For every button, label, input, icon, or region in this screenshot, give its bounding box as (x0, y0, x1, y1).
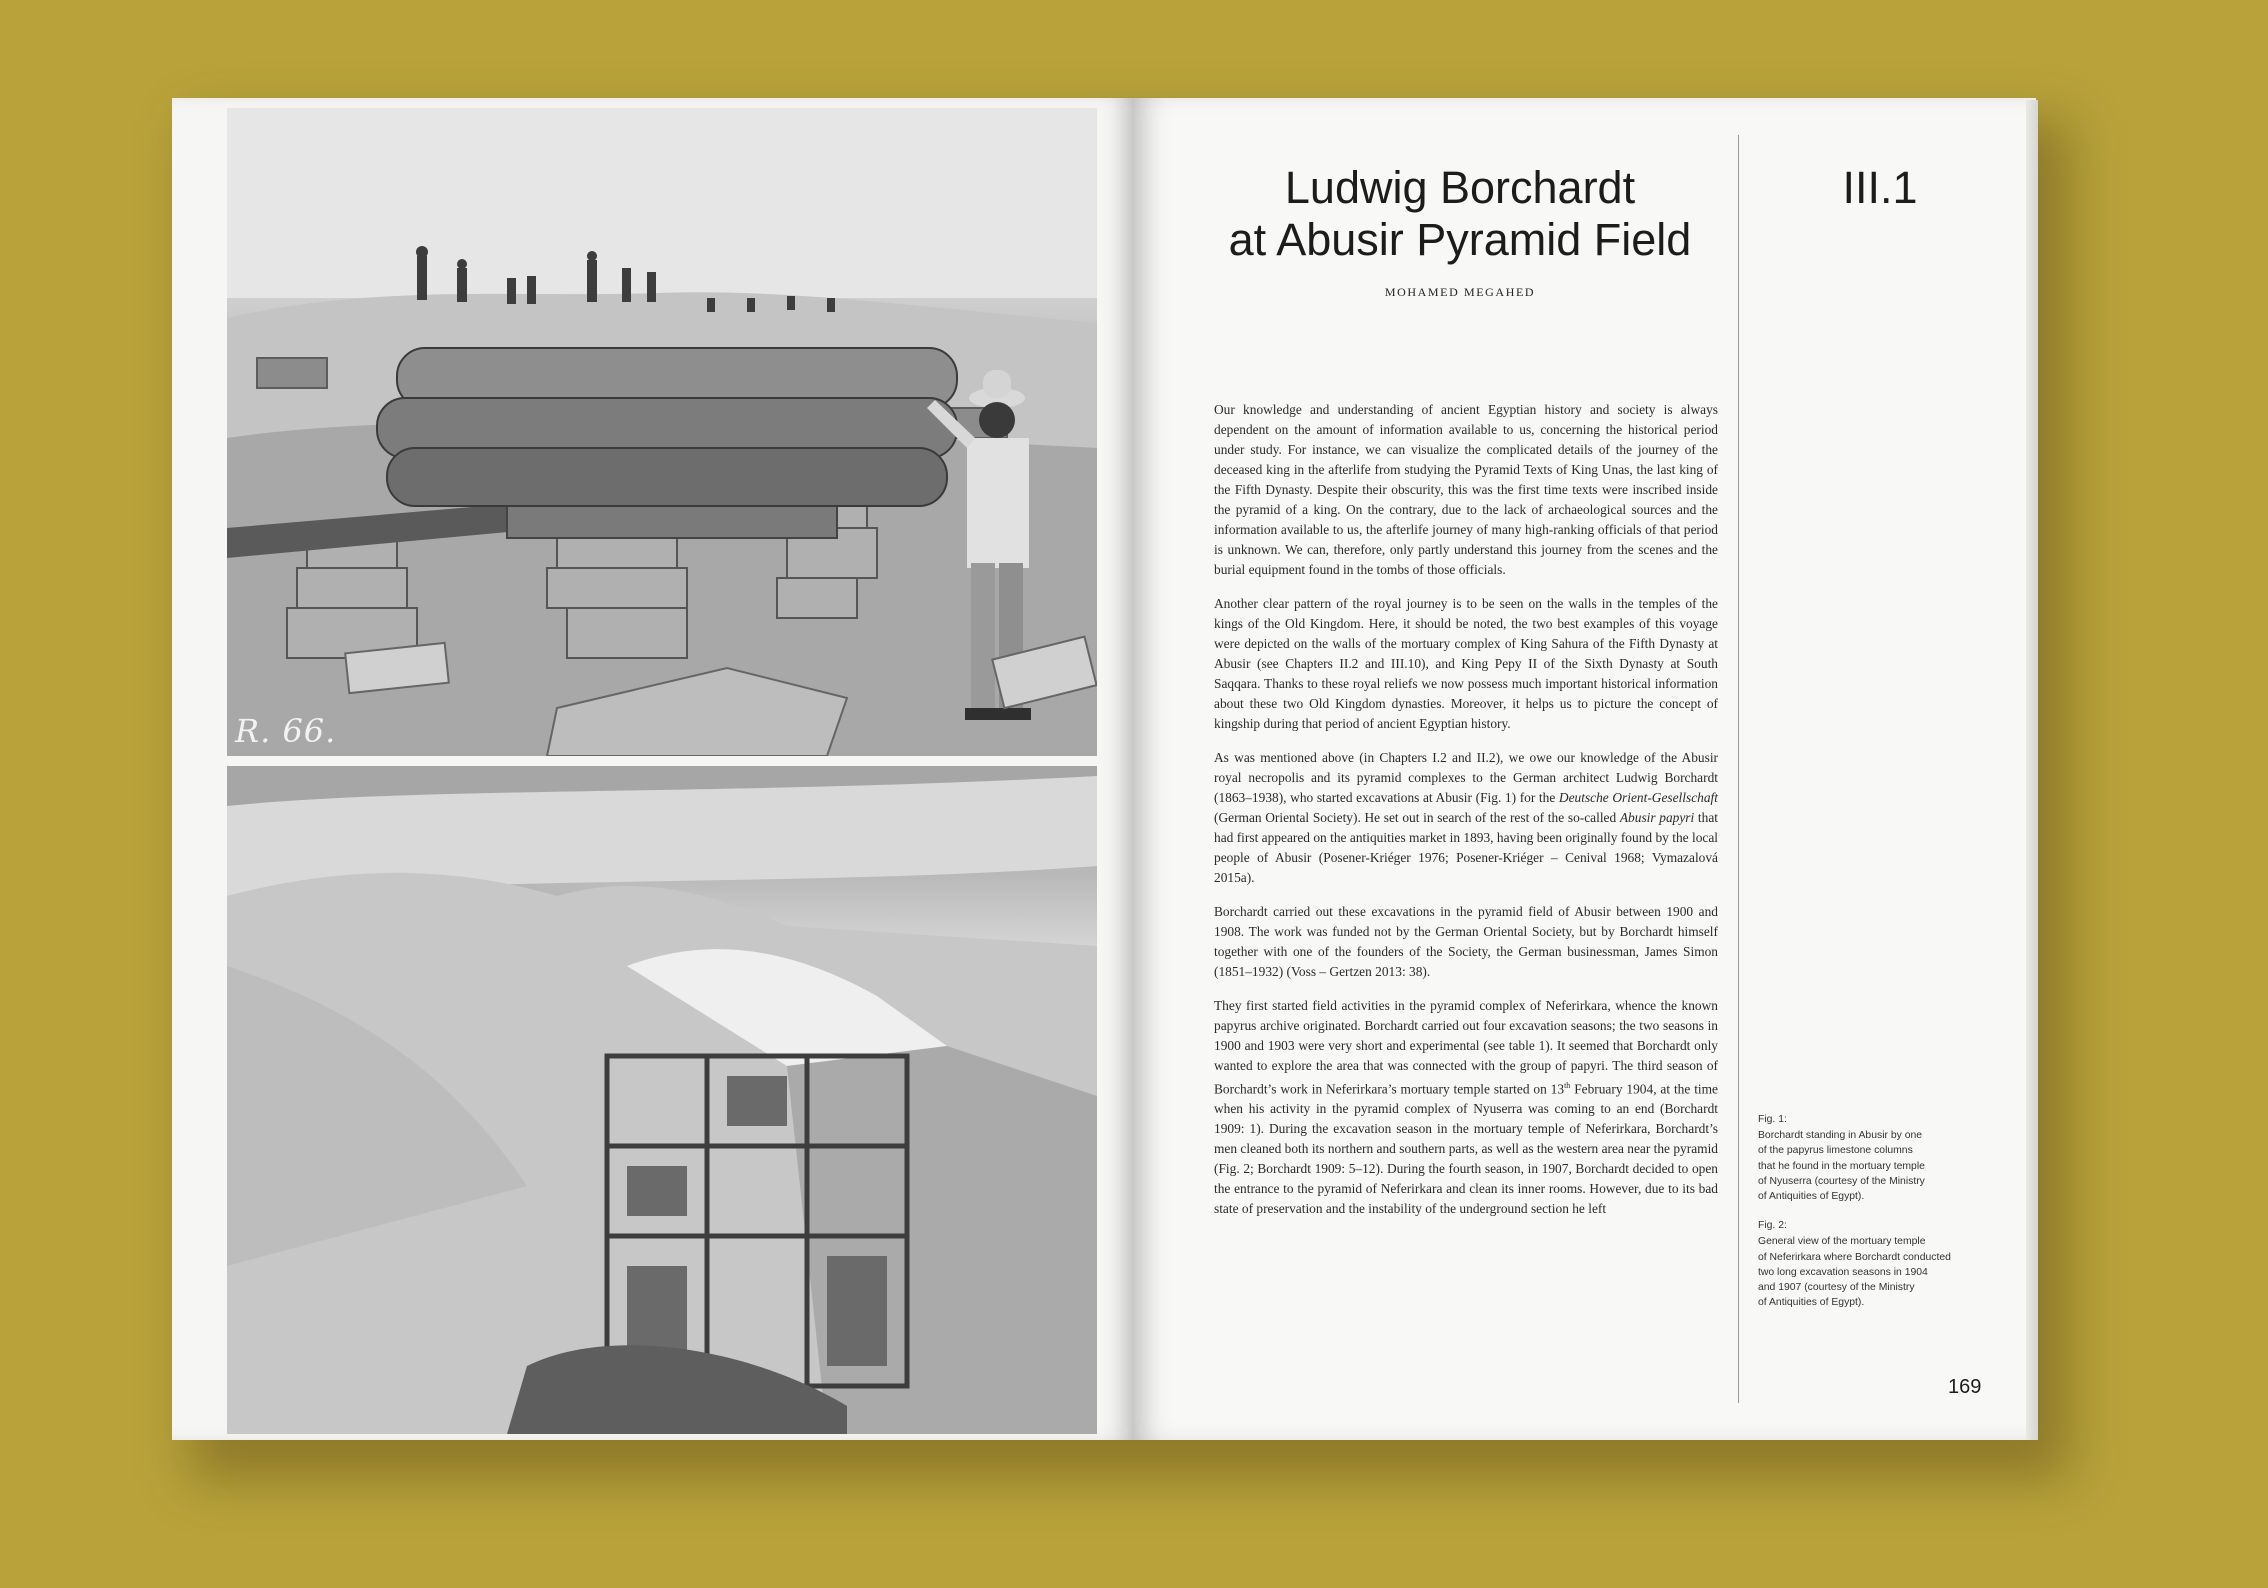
photo-divider (227, 756, 1097, 766)
paragraph-3-italic-papyri: Abusir papyri (1619, 810, 1695, 825)
paragraph-5-text-2: February 1904, at the time when his activity in the pyramid complex of Nyuserra was coming to an end (Borchardt 1909: 1). During the excavation season in the mortuary temple of Neferirkara, Borchardt’s men cleaned both its northern and southern parts, as well as the western area near the pyramid (Fig. 2; Borchardt 1909: 5–12). During the fourth season, in 1907, Borchardt decided to open the entrance to the pyramid of Neferirkara and clean its inner rooms. However, due to its bad state of preservation and the instability of the underground section he left (1214, 1081, 1718, 1217)
paragraph-5 (1214, 996, 1718, 1219)
figure-captions (1758, 1112, 1978, 1324)
title-line-1: Ludwig Borchardt (1284, 162, 1636, 213)
photo-borchardt-columns (227, 108, 1097, 756)
page-edge (2026, 100, 2038, 1440)
photo-neferirkara-temple (227, 766, 1097, 1434)
chapter-number: III.1 (1842, 162, 1918, 213)
body-text (1214, 400, 1718, 1233)
paragraph-2: Another clear pattern of the royal journey is to be seen on the walls in the temples of the kings of the Old Kingdom. Here, it should be noted, the two best examples of this voyage were depicted on the walls of the mortuary complex of King Sahura of the Fifth Dynasty at Abusir (see Chapters II.2 and III.10), and King Pepy II of the Sixth Dynasty at South Saqqara. Thanks to these royal reliefs we now possess much important historical information about these two Old Kingdom dynasties. Moreover, it helps us to picture the concept of kingship during that period of ancient Egyptian history. (1214, 596, 1718, 731)
caption-fig-2 (1758, 1218, 1978, 1310)
paragraph-5-text: They first started field activities in the pyramid complex of Neferirkara, whence the known papyrus archive originated. Borchardt carried out four excavation seasons; the two seasons in 1900 and 1903 were very short and experimental (see table 1). It seemed that Borchardt only wanted to explore the area that was connected with the group of papyri. The third season of Borchardt’s work in Neferirkara’s mortuary temple started on 13 (1214, 998, 1718, 1097)
caption-fig-1 (1758, 1112, 1978, 1204)
title-line-2: at Abusir Pyramid Field (1228, 214, 1692, 265)
paragraph-5-superscript: th (1564, 1081, 1571, 1090)
author-name: MOHAMED MEGAHED (1384, 285, 1536, 299)
caption-fig-1-label: Fig. 1: (1758, 1114, 1787, 1125)
paragraph-1: Our knowledge and understanding of ancient Egyptian history and society is always dependent on the amount of information available to us, concerning the historical period under study. For instance, we can visualize the complicated details of the journey of the deceased king in the afterlife from studying the Pyramid Texts of King Unas, the last king of the Fifth Dynasty. Despite their obscurity, this was the first time texts were inscribed inside the pyramid of a king. On the contrary, due to the lack of archaeological sources and the information available to us, the afterlife journey of many high-ranking officials of that period is unknown. We can, therefore, only partly understand this journey from the scenes and the burial equipment found in the tombs of those officials. (1214, 402, 1718, 577)
paragraph-3-text-2: (German Oriental Society). He set out in search of the rest of the so-called (1214, 810, 1620, 825)
paragraph-3 (1214, 748, 1718, 888)
caption-fig-2-label: Fig. 2: (1758, 1220, 1787, 1232)
photo-neferirkara-drawing (227, 766, 1097, 1434)
paragraph-3-text-3: that had first appeared on the antiquities market in 1893, having been originally found by the local people of Abusir (Posener-Kriéger 1976; Posener-Kriéger – Cenival 1968; Vymazalová 2015a). (1214, 810, 1718, 885)
photo-borchardt-columns-drawing (227, 108, 1097, 756)
caption-fig-1-text: Borchardt standing in Abusir by one of the papyrus limestone columns that he found in the mortuary temple of Nyuserra (courtesy of the Ministry of Antiquities of Egypt). (1758, 1130, 1925, 1203)
column-divider (1738, 135, 1739, 1403)
page-number: 169 (1948, 1376, 1982, 1398)
paragraph-3-italic-society: Deutsche Orient-Gesellschaft (1558, 790, 1718, 805)
article-title (1180, 162, 1740, 266)
paragraph-3-text: As was mentioned above (in Chapters I.2 and II.2), we owe our knowledge of the Abusir royal necropolis and its pyramid complexes to the German architect Ludwig Borchardt (1863–1938), who started excavations at Abusir (Fig. 1) for the (1214, 750, 1718, 805)
caption-fig-2-text: General view of the mortuary temple of Neferirkara where Borchardt conducted two long excavation seasons in 1904 and 1907 (courtesy of the Ministry of Antiquities of Egypt). (1758, 1236, 1951, 1309)
photo-plate-label: R. 66. (235, 712, 337, 750)
paragraph-4: Borchardt carried out these excavations in the pyramid field of Abusir between 1900 and 1908. The work was funded not by the German Oriental Society, but by Borchardt himself together with one of the founders of the Society, the German businessman, James Simon (1851–1932) (Voss – Gertzen 2013: 38). (1214, 904, 1718, 979)
